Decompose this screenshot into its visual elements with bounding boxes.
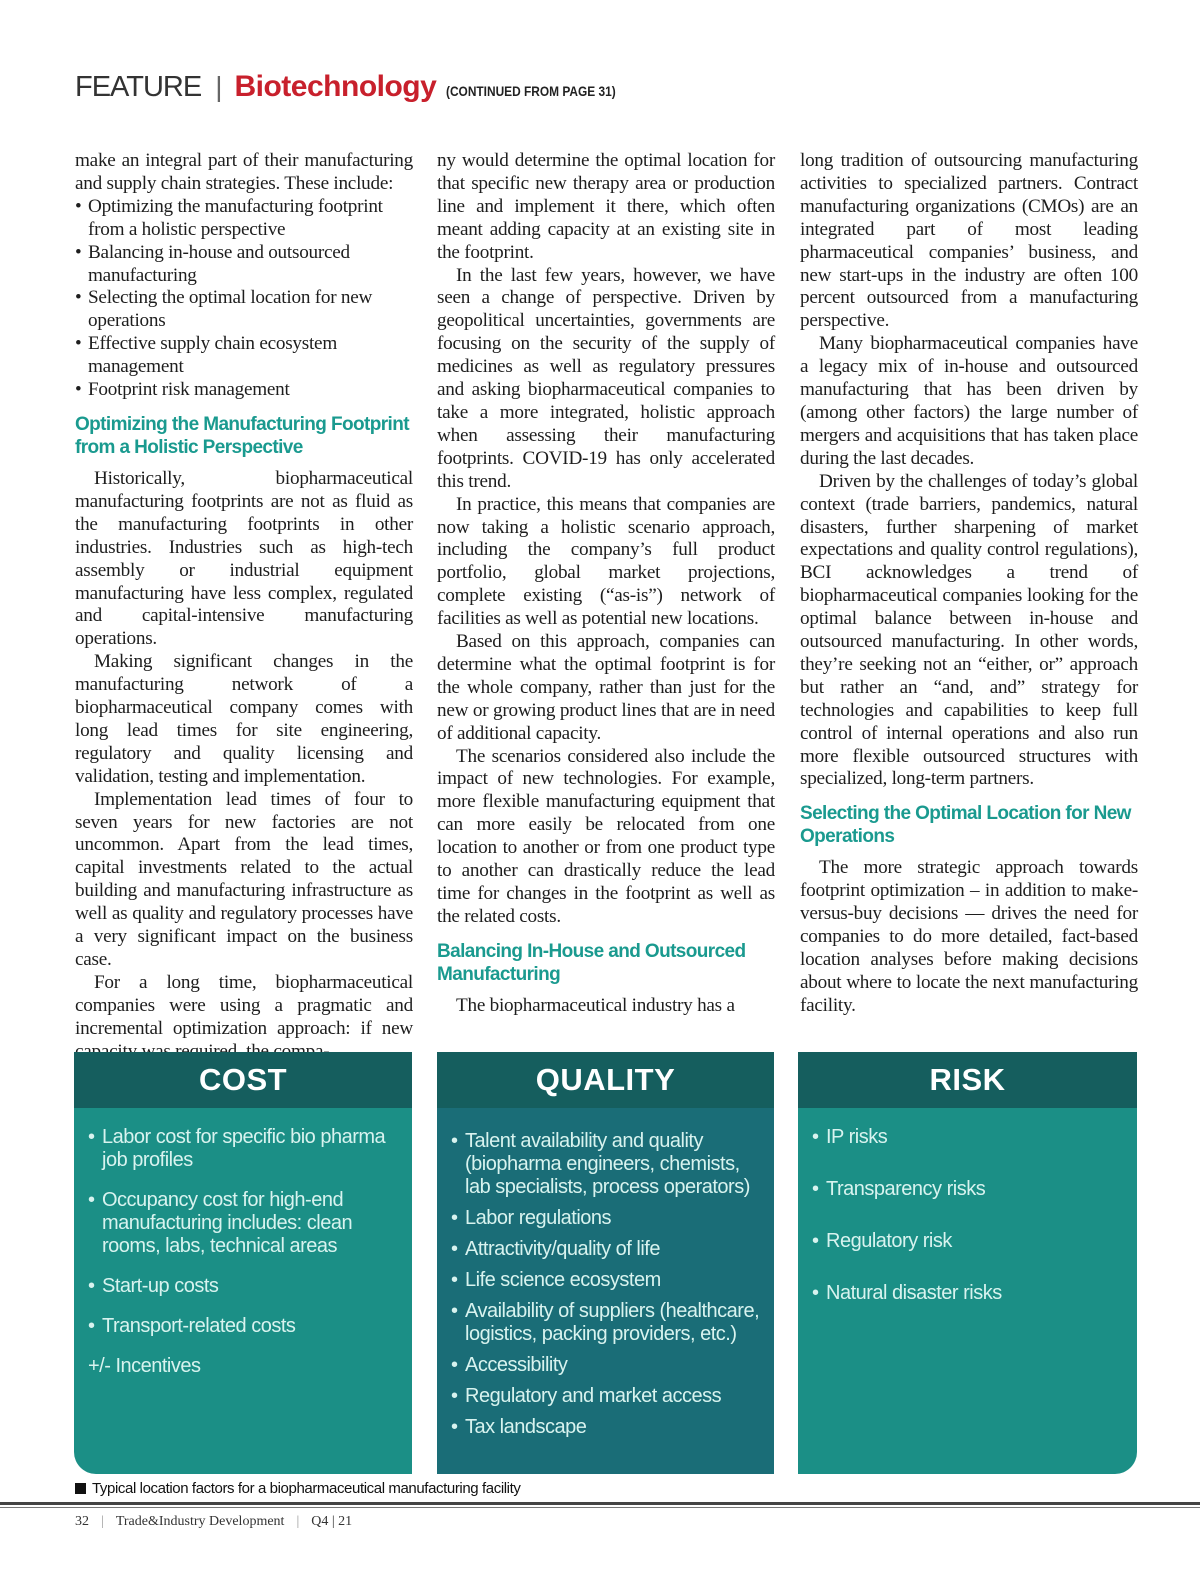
quality-box-title: QUALITY [437, 1052, 774, 1108]
quality-factor: • Talent availability and quality (biopharma engineers, chemists, lab specialists, process operators) [451, 1130, 760, 1199]
section-heading-balancing: Balancing In-House and Outsourced Manufacturing [437, 940, 746, 985]
article-column-2 [437, 150, 775, 1018]
paragraph: Many biopharmaceutical companies have a legacy mix of in-house and outsourced manufacturing that has been driven by (among other factors) the large number of mergers and acquisitions that has taken place during the last decades. [800, 333, 1138, 469]
paragraph: The scenarios considered also include the impact of new technologies. For example, more flexible manufacturing equipment that can more easily be relocated from one location to another or from one product type to another can drastically reduce the lead time for changes in the footprint as well as the related costs. [437, 745, 775, 927]
paragraph: Making significant changes in the manufacturing network of a biopharmaceutical company comes with long lead times for site engineering, regulatory and quality licensing and validation, testing and implementation. [75, 651, 413, 787]
quality-factor: • Accessibility [451, 1354, 760, 1377]
page-footer [75, 1514, 352, 1530]
cost-factor: • Labor cost for specific bio pharma job profiles [88, 1126, 398, 1172]
quality-factor: • Regulatory and market access [451, 1385, 760, 1408]
quality-factor: • Attractivity/quality of life [451, 1238, 760, 1261]
section-label: FEATURE [75, 71, 202, 103]
cost-incentives: +/- Incentives [88, 1355, 201, 1377]
strategy-item: • Balancing in-house and outsourced manufacturing [75, 242, 413, 288]
footer-separator: | [101, 1514, 104, 1529]
cost-box-title: COST [74, 1052, 412, 1108]
issue-label: Q4 | 21 [311, 1514, 353, 1529]
paragraph: In practice, this means that companies are now taking a holistic scenario approach, including the company’s full product portfolio, global market projections, complete existing (“as-is”) network of facilities as well as potential new locations. [437, 493, 775, 630]
risk-box-title: RISK [798, 1052, 1137, 1108]
article-column-1 [75, 150, 413, 1064]
strategy-item: • Footprint risk management [75, 379, 413, 402]
paragraph: For a long time, biopharmaceutical companies were using a pragmatic and incremental optimization approach: if new [75, 971, 413, 1039]
paragraph: ny would determine the optimal location for that specific new therapy area or production line and implement it there, which often meant adding capacity at an existing site in the footprint. [437, 150, 775, 263]
cost-factor: • Occupancy cost for high-end manufacturing includes: clean rooms, labs, technical areas [88, 1189, 398, 1258]
paragraph: long tradition of outsourcing manufacturing activities to specialized partners. Contract manufacturing organizations (CMOs) are an integrated part of most leading pharmaceutical companies’ business, and new start-ups in the industry are often 100 percent outsourced from a manufacturing perspective. [800, 150, 1138, 332]
paragraph: In the last few years, however, we have seen a change of perspective. Driven by geopolitical uncertainties, governments are focusing on the security of the supply of medicines as well as regulatory pressures and asking biopharmaceutical companies to take a more integrated, holistic approach when assessing their manufacturing footprints. COVID-19 has only accelerated this trend. [437, 264, 775, 492]
section-heading-selecting: Selecting the Optimal Location for New Operations [800, 803, 1131, 848]
risk-factor-list [798, 1108, 1137, 1305]
footer-rule-thin [0, 1507, 1200, 1508]
paragraph: The more strategic approach towards footprint optimization – in addition to make-versus-buy decisions — drives the need for companies to do more detailed, fact-based location analyses before making decisions about where to locate the next manufacturing facility. [800, 857, 1138, 1016]
page-header [75, 70, 646, 110]
quality-factor: • Labor regulations [451, 1207, 760, 1230]
risk-factor: • Natural disaster risks [812, 1282, 1123, 1305]
risk-factor: • IP risks [812, 1126, 1123, 1149]
column1-intro: make an integral part of their manufacturing and supply chain strategies. These include: [75, 150, 413, 194]
caption-text: Typical location factors for a biopharmaceutical manufacturing facility [92, 1480, 521, 1497]
quality-factor: • Availability of suppliers (healthcare, logistics, packing providers, etc.) [451, 1300, 760, 1346]
paragraph: Historically, biopharmaceutical manufacturing footprints are not as fluid as the manufacturing footprints in other industries. Industries such as high-tech assembly or industrial equipment manufacturing have less complex, regulated and capital-intensive manufacturing operations. [75, 467, 413, 650]
paragraph: Driven by the challenges of today’s global context (trade barriers, pandemics, natural disasters, further sharpening of market expectations and quality control regulations), BCI acknowledges a trend of biopharmaceutical companies looking for the optimal balance between in-house and outsourced manufacturing. In other words, they’re seeking not an “either, or” approach but rather an “and, and” strategy for technologies and capabilities to keep full control of internal operations and also run more flexible outsourced structures with specialized, long-term partners. [800, 470, 1138, 790]
risk-factor: • Transparency risks [812, 1178, 1123, 1201]
topic-title: Biotechnology [234, 70, 437, 103]
quality-factor: • Life science ecosystem [451, 1269, 760, 1292]
strategy-list [75, 196, 413, 402]
quality-factor: • Tax landscape [451, 1416, 760, 1439]
cost-factor: • Transport-related costs [88, 1315, 398, 1338]
paragraph: Based on this approach, companies can determine what the optimal footprint is for the whole company, rather than just for the new or growing product lines that are in need of additional capacity. [437, 631, 775, 744]
risk-factor: • Regulatory risk [812, 1230, 1123, 1253]
header-separator: | [215, 71, 223, 102]
caption-square-icon [75, 1483, 86, 1494]
section-heading-optimizing: Optimizing the Manufacturing Footprint from a Holistic Perspective [75, 413, 409, 458]
paragraph: Implementation lead times of four to seven years for new factories are not uncommon. Apart from the lead times, capital investments related to the actual building and manufacturing infrastructure as well as quality and regulatory processes have a very significant impact on the business case. [75, 788, 413, 970]
cost-factor-list [74, 1108, 412, 1378]
quality-factor-list [437, 1108, 774, 1439]
page-number: 32 [75, 1514, 89, 1529]
cost-factor: • Start-up costs [88, 1275, 398, 1298]
paragraph: The biopharmaceutical industry has a [456, 994, 735, 1016]
footer-rule [0, 1502, 1200, 1505]
publication-name: Trade&Industry Development [115, 1514, 285, 1529]
figure-caption [75, 1480, 521, 1497]
strategy-item: • Optimizing the manufacturing footprint from a holistic perspective [75, 196, 413, 242]
risk-factors-box [798, 1052, 1137, 1474]
strategy-item: • Effective supply chain ecosystem management [75, 333, 413, 379]
quality-factors-box [437, 1052, 774, 1474]
strategy-item: • Selecting the optimal location for new operations [75, 287, 413, 333]
continued-note: (CONTINUED FROM PAGE 31) [446, 83, 617, 99]
footer-separator: | [296, 1514, 300, 1529]
cost-factors-box [74, 1052, 412, 1474]
article-column-3 [800, 150, 1138, 1018]
